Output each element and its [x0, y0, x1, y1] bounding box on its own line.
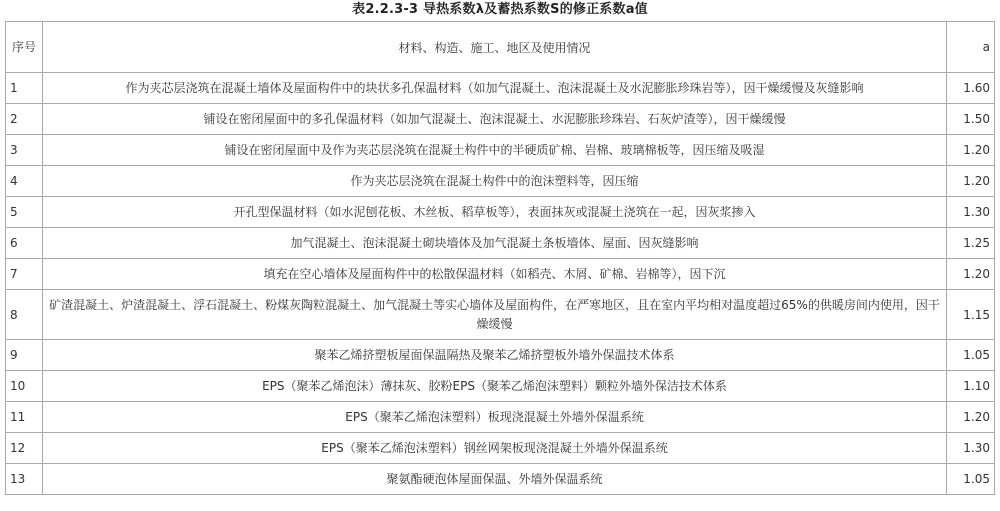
table-row	[6, 290, 995, 340]
row-description: 开孔型保温材料（如水泥刨花板、木丝板、稻草板等），表面抹灰或混凝土浇筑在一起，因灰浆掺入	[43, 197, 947, 228]
row-number: 9	[6, 340, 43, 371]
header-conditions: 材料、构造、施工、地区及使用情况	[43, 22, 947, 73]
row-coefficient: 1.20	[947, 166, 995, 197]
row-description: 作为夹芯层浇筑在混凝土墙体及屋面构件中的块状多孔保温材料（如加气混凝土、泡沫混凝土及水泥膨胀珍珠岩等），因干燥缓慢及灰缝影响	[43, 73, 947, 104]
row-number: 8	[6, 290, 43, 340]
table-row	[6, 73, 995, 104]
row-description: EPS（聚苯乙烯泡沫塑料）板现浇混凝土外墙外保温系统	[43, 402, 947, 433]
row-number: 2	[6, 104, 43, 135]
row-number: 11	[6, 402, 43, 433]
row-description: 加气混凝土、泡沫混凝土砌块墙体及加气混凝土条板墙体、屋面、因灰缝影响	[43, 228, 947, 259]
row-coefficient: 1.30	[947, 433, 995, 464]
row-number: 13	[6, 464, 43, 495]
header-coefficient-a: a	[947, 22, 995, 73]
table-row	[6, 371, 995, 402]
row-number: 3	[6, 135, 43, 166]
header-serial-number: 序号	[6, 22, 43, 73]
row-coefficient: 1.15	[947, 290, 995, 340]
row-coefficient: 1.30	[947, 197, 995, 228]
row-number: 5	[6, 197, 43, 228]
table-row	[6, 464, 995, 495]
table-row	[6, 402, 995, 433]
row-number: 1	[6, 73, 43, 104]
row-description: 聚氨酯硬泡体屋面保温、外墙外保温系统	[43, 464, 947, 495]
row-coefficient: 1.20	[947, 259, 995, 290]
row-coefficient: 1.05	[947, 340, 995, 371]
row-number: 12	[6, 433, 43, 464]
row-coefficient: 1.60	[947, 73, 995, 104]
table-header-row	[6, 22, 995, 73]
table-row	[6, 166, 995, 197]
table-row	[6, 228, 995, 259]
row-coefficient: 1.10	[947, 371, 995, 402]
table-row	[6, 433, 995, 464]
row-number: 7	[6, 259, 43, 290]
table-title: 表2.2.3-3 导热系数λ及蓄热系数S的修正系数a值	[352, 2, 648, 17]
row-description: EPS（聚苯乙烯泡沫）薄抹灰、胶粉EPS（聚苯乙烯泡沫塑料）颗粒外墙外保洁技术体系	[43, 371, 947, 402]
row-coefficient: 1.20	[947, 402, 995, 433]
row-description: 铺设在密闭屋面中及作为夹芯层浇筑在混凝土构件中的半硬质矿棉、岩棉、玻璃棉板等，因压缩及吸湿	[43, 135, 947, 166]
row-coefficient: 1.05	[947, 464, 995, 495]
row-number: 4	[6, 166, 43, 197]
row-number: 10	[6, 371, 43, 402]
correction-coefficient-table	[5, 21, 995, 495]
row-description: 矿渣混凝土、炉渣混凝土、浮石混凝土、粉煤灰陶粒混凝土、加气混凝土等实心墙体及屋面构件，在严寒地区，且在室内平均相对温度超过65%的供暖房间内使用，因干燥缓慢	[43, 290, 947, 340]
row-number: 6	[6, 228, 43, 259]
table-row	[6, 197, 995, 228]
row-description: 作为夹芯层浇筑在混凝土构件中的泡沫塑料等，因压缩	[43, 166, 947, 197]
row-description: 铺设在密闭屋面中的多孔保温材料（如加气混凝土、泡沫混凝土、水泥膨胀珍珠岩、石灰炉渣等），因干燥缓慢	[43, 104, 947, 135]
row-description: 填充在空心墙体及屋面构件中的松散保温材料（如稻壳、木屑、矿棉、岩棉等），因下沉	[43, 259, 947, 290]
table-row	[6, 259, 995, 290]
row-description: 聚苯乙烯挤塑板屋面保温隔热及聚苯乙烯挤塑板外墙外保温技术体系	[43, 340, 947, 371]
table-row	[6, 340, 995, 371]
table-row	[6, 135, 995, 166]
row-coefficient: 1.50	[947, 104, 995, 135]
row-description: EPS（聚苯乙烯泡沫塑料）钢丝网架板现浇混凝土外墙外保温系统	[43, 433, 947, 464]
table-row	[6, 104, 995, 135]
row-coefficient: 1.25	[947, 228, 995, 259]
row-coefficient: 1.20	[947, 135, 995, 166]
